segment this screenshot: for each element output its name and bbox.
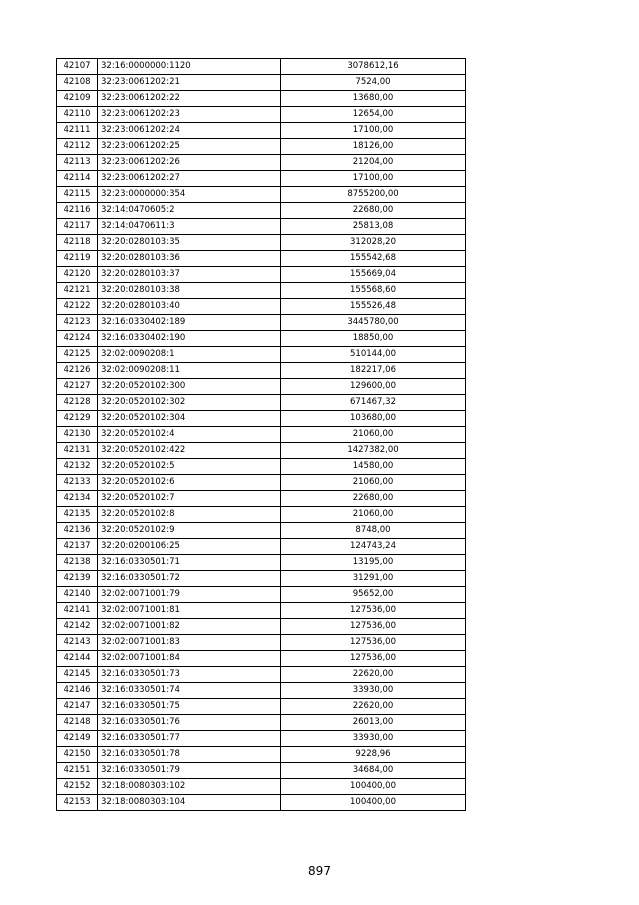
cadastral-number-cell: 32:20:0520102:4 [98,427,281,443]
cadastral-number-cell: 32:14:0470611:3 [98,219,281,235]
row-number-cell: 42150 [57,747,98,763]
value-cell: 26013,00 [281,715,466,731]
table-row [57,523,466,539]
table-row [57,683,466,699]
table-row [57,763,466,779]
row-number-cell: 42112 [57,139,98,155]
cadastral-number-cell: 32:18:0080303:102 [98,779,281,795]
value-cell: 13195,00 [281,555,466,571]
value-cell: 127536,00 [281,635,466,651]
row-number-cell: 42109 [57,91,98,107]
cadastral-number-cell: 32:16:0330501:77 [98,731,281,747]
table-row [57,731,466,747]
table-row [57,443,466,459]
row-number-cell: 42131 [57,443,98,459]
row-number-cell: 42135 [57,507,98,523]
row-number-cell: 42133 [57,475,98,491]
row-number-cell: 42129 [57,411,98,427]
table-row [57,139,466,155]
cadastral-number-cell: 32:23:0061202:25 [98,139,281,155]
value-cell: 100400,00 [281,795,466,811]
cadastral-number-cell: 32:23:0061202:22 [98,91,281,107]
cadastral-number-cell: 32:20:0280103:36 [98,251,281,267]
row-number-cell: 42117 [57,219,98,235]
cadastral-number-cell: 32:18:0080303:104 [98,795,281,811]
value-cell: 124743,24 [281,539,466,555]
cadastral-number-cell: 32:16:0330402:190 [98,331,281,347]
value-cell: 31291,00 [281,571,466,587]
cadastral-number-cell: 32:20:0280103:37 [98,267,281,283]
table-row [57,107,466,123]
cadastral-number-cell: 32:23:0000000:354 [98,187,281,203]
row-number-cell: 42116 [57,203,98,219]
table-row [57,603,466,619]
cadastral-number-cell: 32:16:0330501:71 [98,555,281,571]
cadastral-number-cell: 32:02:0071001:84 [98,651,281,667]
row-number-cell: 42142 [57,619,98,635]
row-number-cell: 42145 [57,667,98,683]
value-cell: 9228,96 [281,747,466,763]
value-cell: 34684,00 [281,763,466,779]
row-number-cell: 42110 [57,107,98,123]
cadastral-number-cell: 32:02:0071001:79 [98,587,281,603]
page-number: 897 [308,864,331,878]
table-row [57,347,466,363]
table-row [57,475,466,491]
table-row [57,171,466,187]
value-cell: 100400,00 [281,779,466,795]
row-number-cell: 42118 [57,235,98,251]
value-cell: 127536,00 [281,619,466,635]
cadastral-number-cell: 32:20:0520102:422 [98,443,281,459]
row-number-cell: 42124 [57,331,98,347]
cadastral-number-cell: 32:20:0280103:38 [98,283,281,299]
cadastral-number-cell: 32:23:0061202:26 [98,155,281,171]
value-cell: 3445780,00 [281,315,466,331]
table-row [57,795,466,811]
table-row [57,587,466,603]
cadastral-number-cell: 32:16:0330501:79 [98,763,281,779]
table-row [57,651,466,667]
table-row [57,219,466,235]
cadastral-number-cell: 32:20:0520102:8 [98,507,281,523]
row-number-cell: 42111 [57,123,98,139]
value-cell: 18126,00 [281,139,466,155]
records-table [56,58,466,811]
value-cell: 129600,00 [281,379,466,395]
value-cell: 103680,00 [281,411,466,427]
table-row [57,315,466,331]
table-row [57,411,466,427]
cadastral-number-cell: 32:16:0000000:1120 [98,59,281,75]
cadastral-number-cell: 32:02:0090208:1 [98,347,281,363]
row-number-cell: 42153 [57,795,98,811]
row-number-cell: 42139 [57,571,98,587]
row-number-cell: 42137 [57,539,98,555]
table-row [57,427,466,443]
table-row [57,539,466,555]
value-cell: 21060,00 [281,475,466,491]
cadastral-number-cell: 32:14:0470605:2 [98,203,281,219]
value-cell: 127536,00 [281,603,466,619]
row-number-cell: 42143 [57,635,98,651]
table-row [57,59,466,75]
table-row [57,235,466,251]
cadastral-number-cell: 32:02:0090208:11 [98,363,281,379]
value-cell: 155669,04 [281,267,466,283]
table-row [57,91,466,107]
row-number-cell: 42134 [57,491,98,507]
table-row [57,395,466,411]
cadastral-number-cell: 32:20:0520102:5 [98,459,281,475]
table-row [57,555,466,571]
row-number-cell: 42113 [57,155,98,171]
table-row [57,635,466,651]
table-row [57,379,466,395]
cadastral-number-cell: 32:20:0520102:6 [98,475,281,491]
value-cell: 33930,00 [281,683,466,699]
value-cell: 21060,00 [281,507,466,523]
value-cell: 33930,00 [281,731,466,747]
cadastral-number-cell: 32:20:0520102:9 [98,523,281,539]
value-cell: 155568,60 [281,283,466,299]
table-row [57,571,466,587]
row-number-cell: 42115 [57,187,98,203]
value-cell: 182217,06 [281,363,466,379]
table-row [57,283,466,299]
table-row [57,667,466,683]
cadastral-number-cell: 32:20:0280103:35 [98,235,281,251]
cadastral-number-cell: 32:23:0061202:23 [98,107,281,123]
table-row [57,123,466,139]
value-cell: 8748,00 [281,523,466,539]
table-row [57,155,466,171]
value-cell: 17100,00 [281,123,466,139]
table-row [57,507,466,523]
value-cell: 3078612,16 [281,59,466,75]
value-cell: 14580,00 [281,459,466,475]
cadastral-number-cell: 32:23:0061202:24 [98,123,281,139]
value-cell: 8755200,00 [281,187,466,203]
value-cell: 12654,00 [281,107,466,123]
value-cell: 22680,00 [281,491,466,507]
cadastral-number-cell: 32:02:0071001:83 [98,635,281,651]
cadastral-number-cell: 32:16:0330501:75 [98,699,281,715]
value-cell: 127536,00 [281,651,466,667]
row-number-cell: 42122 [57,299,98,315]
table-row [57,299,466,315]
table-row [57,363,466,379]
value-cell: 155542,68 [281,251,466,267]
row-number-cell: 42138 [57,555,98,571]
cadastral-number-cell: 32:20:0200106:25 [98,539,281,555]
value-cell: 95652,00 [281,587,466,603]
row-number-cell: 42130 [57,427,98,443]
row-number-cell: 42141 [57,603,98,619]
value-cell: 18850,00 [281,331,466,347]
row-number-cell: 42121 [57,283,98,299]
table-row [57,699,466,715]
row-number-cell: 42126 [57,363,98,379]
row-number-cell: 42123 [57,315,98,331]
records-table-body [57,59,466,811]
table-row [57,491,466,507]
value-cell: 22620,00 [281,699,466,715]
cadastral-number-cell: 32:16:0330501:73 [98,667,281,683]
row-number-cell: 42136 [57,523,98,539]
value-cell: 671467,32 [281,395,466,411]
value-cell: 21204,00 [281,155,466,171]
cadastral-number-cell: 32:20:0520102:7 [98,491,281,507]
table-row [57,203,466,219]
table-row [57,331,466,347]
cadastral-number-cell: 32:20:0520102:304 [98,411,281,427]
value-cell: 7524,00 [281,75,466,91]
row-number-cell: 42107 [57,59,98,75]
row-number-cell: 42148 [57,715,98,731]
cadastral-number-cell: 32:16:0330402:189 [98,315,281,331]
value-cell: 155526,48 [281,299,466,315]
row-number-cell: 42132 [57,459,98,475]
row-number-cell: 42120 [57,267,98,283]
row-number-cell: 42144 [57,651,98,667]
row-number-cell: 42125 [57,347,98,363]
row-number-cell: 42140 [57,587,98,603]
cadastral-number-cell: 32:23:0061202:27 [98,171,281,187]
table-row [57,779,466,795]
row-number-cell: 42149 [57,731,98,747]
row-number-cell: 42146 [57,683,98,699]
cadastral-number-cell: 32:16:0330501:78 [98,747,281,763]
row-number-cell: 42128 [57,395,98,411]
row-number-cell: 42127 [57,379,98,395]
cadastral-number-cell: 32:02:0071001:82 [98,619,281,635]
table-row [57,747,466,763]
value-cell: 13680,00 [281,91,466,107]
cadastral-number-cell: 32:23:0061202:21 [98,75,281,91]
value-cell: 17100,00 [281,171,466,187]
cadastral-number-cell: 32:20:0520102:300 [98,379,281,395]
cadastral-number-cell: 32:02:0071001:81 [98,603,281,619]
cadastral-number-cell: 32:20:0520102:302 [98,395,281,411]
row-number-cell: 42151 [57,763,98,779]
row-number-cell: 42114 [57,171,98,187]
value-cell: 25813,08 [281,219,466,235]
table-row [57,459,466,475]
value-cell: 312028,20 [281,235,466,251]
value-cell: 21060,00 [281,427,466,443]
row-number-cell: 42119 [57,251,98,267]
value-cell: 510144,00 [281,347,466,363]
table-row [57,267,466,283]
cadastral-number-cell: 32:16:0330501:74 [98,683,281,699]
value-cell: 1427382,00 [281,443,466,459]
table-row [57,715,466,731]
row-number-cell: 42152 [57,779,98,795]
row-number-cell: 42108 [57,75,98,91]
value-cell: 22680,00 [281,203,466,219]
table-row [57,187,466,203]
table-row [57,619,466,635]
cadastral-number-cell: 32:16:0330501:76 [98,715,281,731]
table-row [57,251,466,267]
row-number-cell: 42147 [57,699,98,715]
cadastral-number-cell: 32:20:0280103:40 [98,299,281,315]
cadastral-number-cell: 32:16:0330501:72 [98,571,281,587]
table-row [57,75,466,91]
value-cell: 22620,00 [281,667,466,683]
